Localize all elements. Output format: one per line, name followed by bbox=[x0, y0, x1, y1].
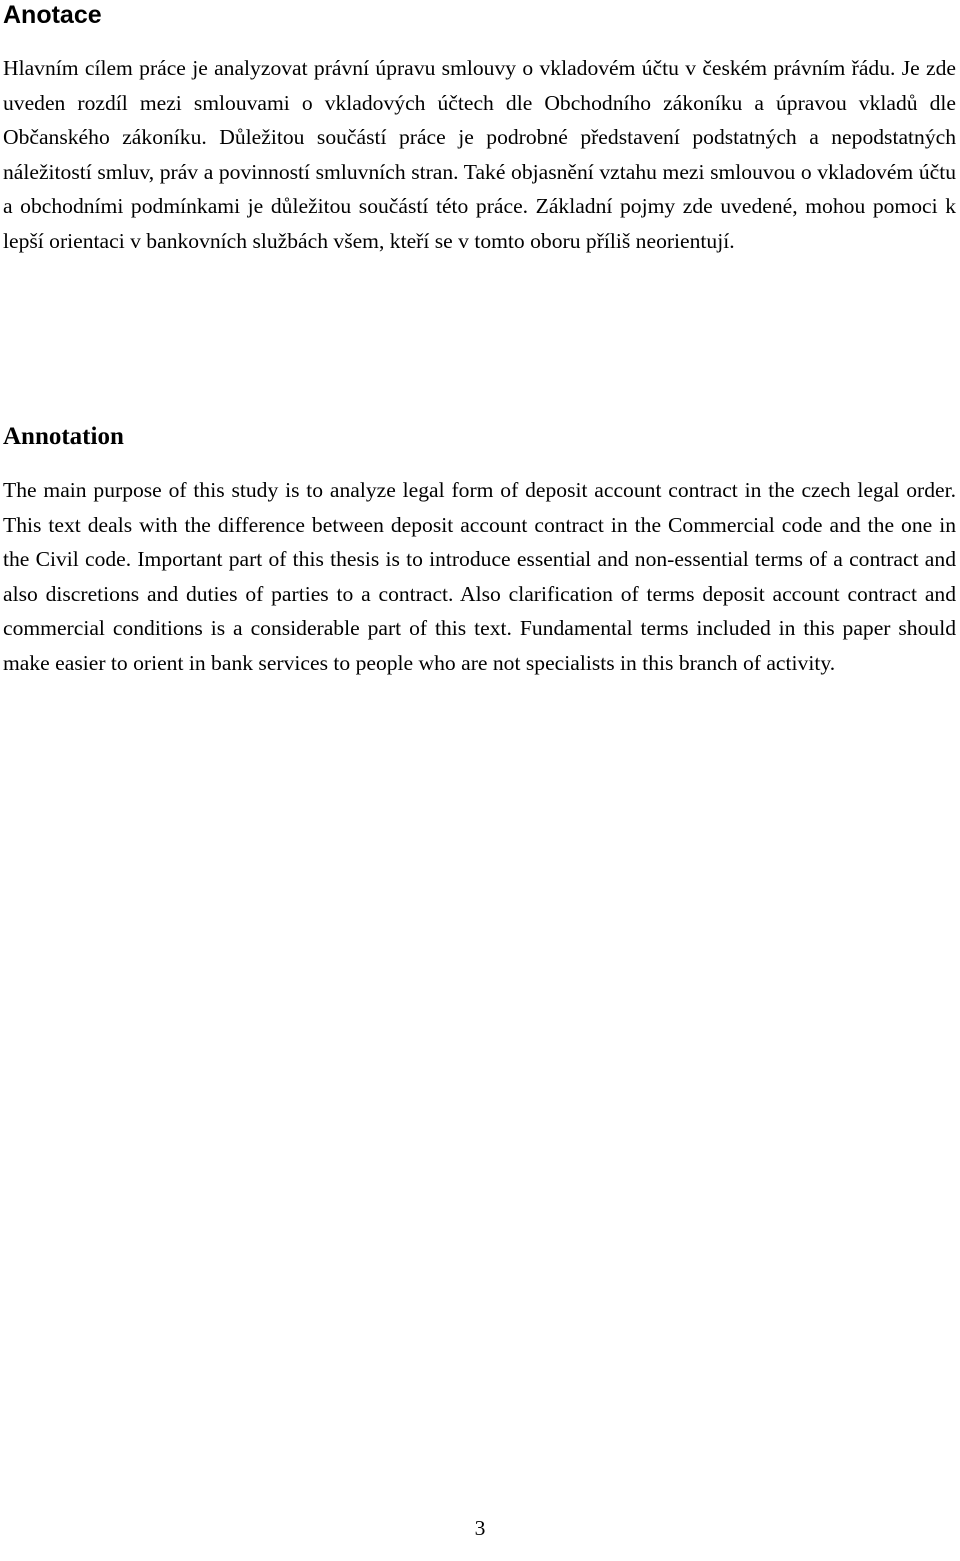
anotace-heading: Anotace bbox=[3, 1, 102, 29]
annotation-heading: Annotation bbox=[3, 423, 124, 450]
anotace-paragraph: Hlavním cílem práce je analyzovat právní úpravu smlouvy o vkladovém účtu v českém právním řádu. Je zde uveden rozdíl mezi smlouvami o vkladových účtech dle Obchodního zákoníku a úpravou vkladů dle Občanského zákoníku. Důležitou součástí práce je podrobné představení podstatných a nepodstatných náležitostí smluv, práv a povinností smluvních stran. Také objasnění vztahu mezi smlouvou o vkladovém účtu a obchodními podmínkami je důležitou součástí této práce. Základní pojmy zde uvedené, mohou pomoci k lepší orientaci v bankovních službách všem, kteří se v tomto oboru příliš neorientují. bbox=[3, 56, 956, 253]
page-number: 3 bbox=[474, 1516, 486, 1540]
annotation-paragraph: The main purpose of this study is to analyze legal form of deposit account contract in the czech legal order. This text deals with the difference between deposit account contract in the Commercial code and the one in the Civil code. Important part of this thesis is to introduce essential and non-essential terms of a contract and also discretions and duties of parties to a contract. Also clarification of terms deposit account contract and commercial conditions is a considerable part of this text. Fundamental terms included in this paper should make easier to orient in bank services to people who are not specialists in this branch of activity. bbox=[3, 478, 956, 675]
